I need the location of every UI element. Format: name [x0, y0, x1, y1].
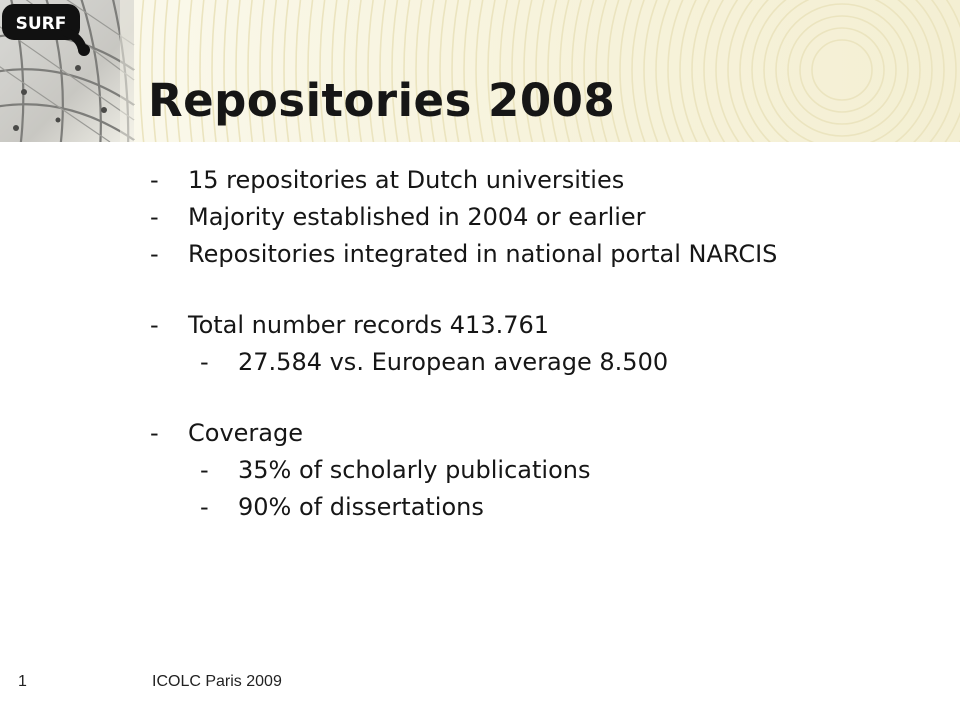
sub-bullet-item [150, 489, 930, 526]
footer [0, 673, 960, 695]
logo-text: SURF [15, 14, 67, 34]
header-band [0, 0, 960, 142]
sub-bullet-item [150, 452, 930, 489]
bullet-text: Repositories integrated in national portal NARCIS [188, 240, 778, 268]
bullet-text: 15 repositories at Dutch universities [188, 166, 625, 194]
bullet-item [150, 199, 930, 236]
bullet-marker: - [200, 456, 209, 484]
bullet-marker: - [150, 203, 159, 231]
bullet-marker: - [150, 166, 159, 194]
bullet-item [150, 307, 930, 344]
bullet-text: Coverage [188, 419, 303, 447]
slide-number: 1 [18, 673, 27, 690]
bullet-text: Total number records 413.761 [188, 311, 550, 339]
bullet-item [150, 415, 930, 452]
bullet-marker: - [200, 493, 209, 521]
bullet-marker: - [150, 240, 159, 268]
bullet-text: 35% of scholarly publications [238, 456, 591, 484]
sub-bullet-item [150, 344, 930, 381]
bullet-item [150, 236, 930, 273]
bullet-text: Majority established in 2004 or earlier [188, 203, 646, 231]
bullet-marker: - [200, 348, 209, 376]
bullet-marker: - [150, 311, 159, 339]
bullet-text: 90% of dissertations [238, 493, 484, 521]
bullet-marker: - [150, 419, 159, 447]
bullet-list [150, 162, 930, 526]
slide-title: Repositories 2008 [148, 74, 616, 127]
surf-logo [0, 0, 92, 58]
footer-text: ICOLC Paris 2009 [152, 673, 282, 690]
bullet-item [150, 162, 930, 199]
bullet-text: 27.584 vs. European average 8.500 [238, 348, 669, 376]
